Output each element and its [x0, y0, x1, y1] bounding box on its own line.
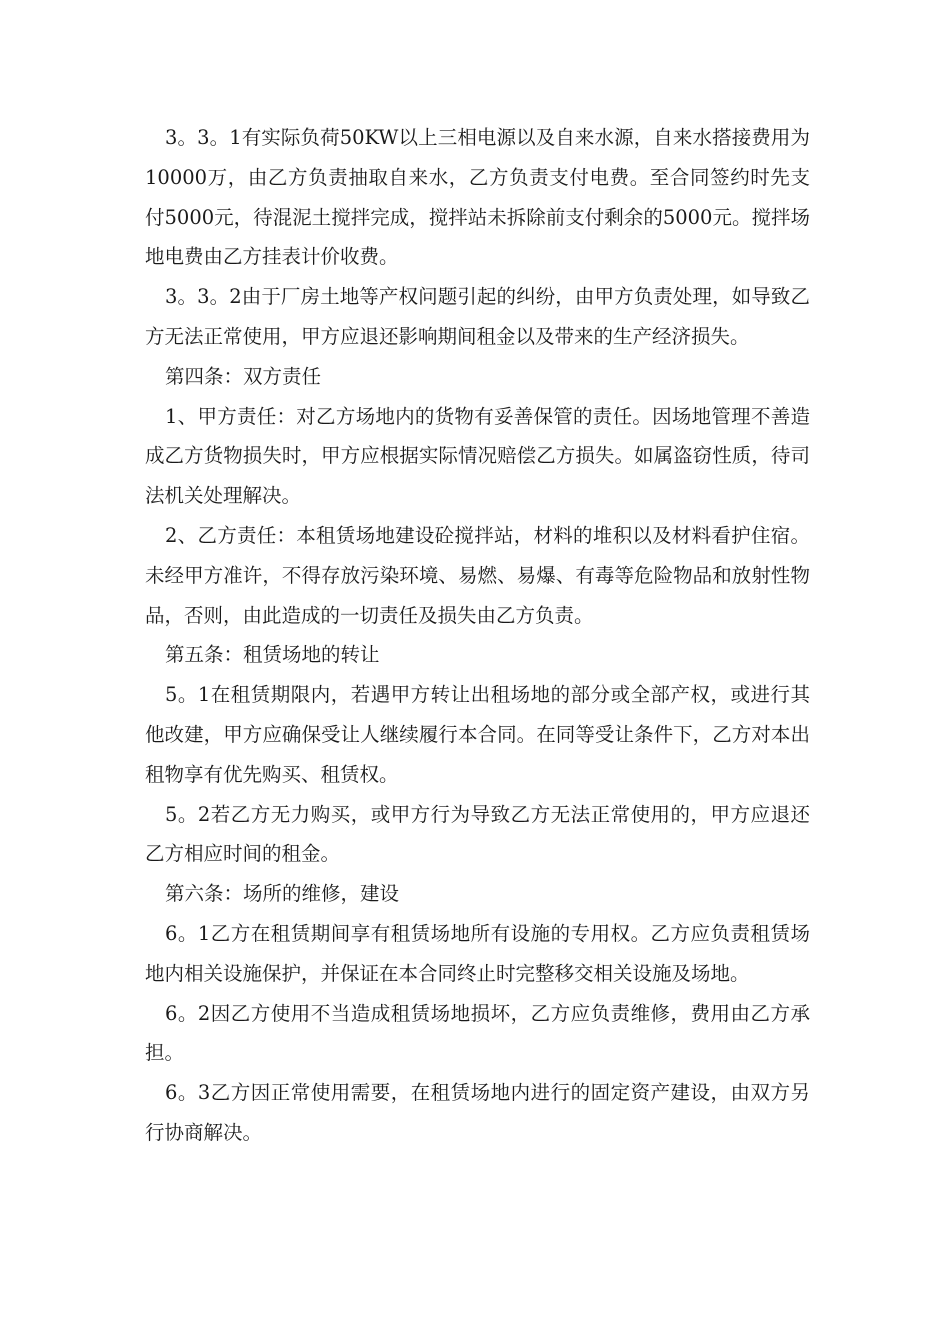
clause-6-2: 6。2因乙方使用不当造成租赁场地损坏，乙方应负责维修，费用由乙方承担。 [145, 1001, 810, 1065]
clause-3-3-2: 3。3。2由于厂房土地等产权问题引起的纠纷，由甲方负责处理，如导致乙方无法正常使用，甲方应退还影响期间租金以及带来的生产经济损失。 [145, 285, 810, 348]
clause-5-1: 5。1在租赁期限内，若遇甲方转让出租场地的部分或全部产权，或进行其他改建，甲方应确保受让人继续履行本合同。在同等受让条件下，乙方对本出租物享有优先购买、租赁权。 [145, 683, 810, 786]
clause-6-3: 6。3乙方因正常使用需要，在租赁场地内进行的固定资产建设，由双方另行协商解决。 [145, 1081, 810, 1144]
clause-6-1: 6。1乙方在租赁期间享有租赁场地所有设施的专用权。乙方应负责租赁场地内相关设施保护，并保证在本合同终止时完整移交相关设施及场地。 [145, 921, 810, 985]
article-5-heading: 第五条：租赁场地的转让 [165, 643, 380, 667]
article-6-heading: 第六条：场所的维修，建设 [165, 882, 400, 906]
clause-3-3-1: 3。3。1有实际负荷50KW以上三相电源以及自来水源，自来水搭接费用为10000万，由乙方负责抽取自来水，乙方负责支付电费。至合同签约时先支付5000元，待混泥土搅拌完成，搅拌站未拆除前支付剩余的5000元。搅拌场地电费由乙方挂表计价收费。 [145, 126, 810, 269]
document-body [145, 118, 810, 1153]
party-a-responsibility: 1、甲方责任：对乙方场地内的货物有妥善保管的责任。因场地管理不善造成乙方货物损失时，甲方应根据实际情况赔偿乙方损失。如属盗窃性质，待司法机关处理解决。 [145, 404, 810, 508]
article-4-heading: 第四条：双方责任 [165, 364, 322, 388]
party-b-responsibility: 2、乙方责任：本租赁场地建设砼搅拌站，材料的堆积以及材料看护住宿。未经甲方准许，不得存放污染环境、易燃、易爆、有毒等危险物品和放射性物品，否则，由此造成的一切责任及损失由乙方负责。 [145, 523, 810, 627]
clause-5-2: 5。2若乙方无力购买，或甲方行为导致乙方无法正常使用的，甲方应退还乙方相应时间的租金。 [145, 802, 810, 866]
